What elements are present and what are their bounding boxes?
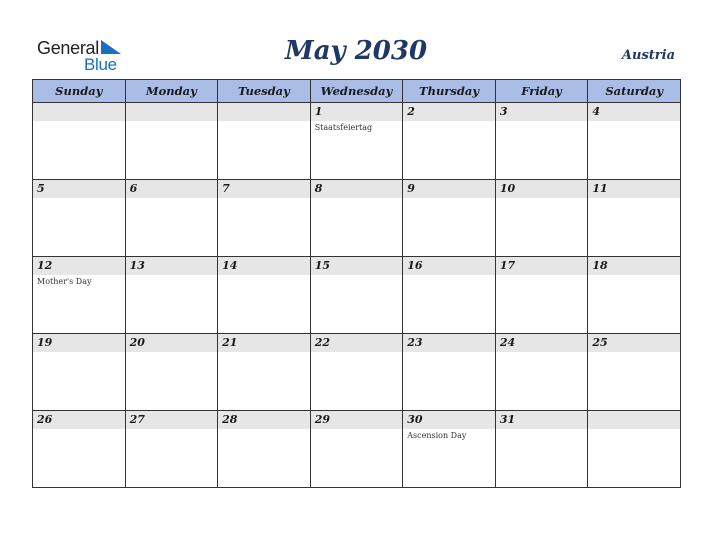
day-cell: [125, 180, 218, 257]
day-cell: [33, 257, 126, 334]
day-number-bar: [218, 103, 310, 121]
day-number: 16: [407, 259, 423, 272]
day-number: 28: [222, 413, 238, 426]
day-cell: [125, 103, 218, 180]
month-title: May 2030: [284, 36, 428, 66]
day-cell: [495, 103, 588, 180]
day-cell: [218, 257, 311, 334]
day-cell: [403, 257, 496, 334]
day-cell: [33, 180, 126, 257]
weekday-header: Sunday: [33, 80, 126, 103]
day-number-bar: [311, 180, 403, 198]
day-cell: [125, 334, 218, 411]
week-row: [33, 103, 681, 180]
day-number: 11: [592, 182, 608, 195]
holiday-label: Ascension Day: [407, 431, 467, 440]
day-number: 10: [499, 182, 516, 195]
day-cell: [588, 411, 681, 488]
day-number-bar: [126, 103, 218, 121]
weekday-header: Saturday: [588, 80, 681, 103]
day-number-bar: [126, 180, 218, 198]
day-number: 6: [129, 182, 138, 195]
holiday-label: Mother's Day: [37, 277, 92, 286]
day-cell: [218, 334, 311, 411]
day-number: 22: [314, 336, 330, 349]
day-number: 26: [37, 413, 53, 426]
day-number: 20: [129, 336, 145, 349]
day-number-bar: [33, 103, 125, 121]
day-number-bar: [588, 411, 680, 429]
week-row: [33, 257, 681, 334]
day-cell: [33, 103, 126, 180]
day-cell: [588, 257, 681, 334]
day-cell: [125, 257, 218, 334]
week-row: [33, 411, 681, 488]
day-number: 30: [407, 413, 423, 426]
day-cell: [403, 334, 496, 411]
day-cell: [403, 180, 496, 257]
day-number-bar: [311, 103, 403, 121]
day-cell: [310, 103, 403, 180]
day-number: 27: [129, 413, 145, 426]
day-cell: [218, 103, 311, 180]
weekday-header: Wednesday: [310, 80, 403, 103]
day-number: 4: [592, 105, 601, 118]
day-number: 14: [222, 259, 238, 272]
weekday-header: Monday: [125, 80, 218, 103]
day-cell: [403, 103, 496, 180]
day-number: 18: [592, 259, 608, 272]
weekday-header: Thursday: [403, 80, 496, 103]
day-number-bar: [33, 180, 125, 198]
weekday-header: Tuesday: [218, 80, 311, 103]
day-number-bar: [218, 180, 310, 198]
day-cell: [125, 411, 218, 488]
day-number: 8: [314, 182, 323, 195]
day-number: 19: [37, 336, 53, 349]
day-number: 23: [407, 336, 423, 349]
day-number: 17: [499, 259, 516, 272]
week-row: [33, 180, 681, 257]
calendar-grid: [32, 79, 681, 488]
day-cell: [588, 103, 681, 180]
country-label: Austria: [621, 48, 675, 63]
day-cell: [33, 411, 126, 488]
weekday-header-row: [33, 80, 681, 103]
day-cell: [218, 180, 311, 257]
day-number: 15: [314, 259, 330, 272]
day-number: 7: [222, 182, 230, 195]
holiday-label: Staatsfeiertag: [314, 123, 373, 132]
day-cell: [495, 411, 588, 488]
day-cell: [310, 257, 403, 334]
day-number: 12: [37, 259, 53, 272]
week-row: [33, 334, 681, 411]
day-cell: [495, 334, 588, 411]
day-number-bar: [496, 103, 588, 121]
day-number: 29: [314, 413, 330, 426]
day-cell: [310, 411, 403, 488]
day-number-bar: [403, 180, 495, 198]
day-number: 1: [314, 105, 323, 118]
day-number: 25: [592, 336, 608, 349]
logo-word-general: General: [37, 38, 99, 58]
day-cell: [495, 257, 588, 334]
day-number: 9: [407, 182, 415, 195]
day-number: 2: [407, 105, 415, 118]
weekday-header: Friday: [495, 80, 588, 103]
day-number: 3: [499, 105, 508, 118]
day-number-bar: [588, 103, 680, 121]
day-cell: [33, 334, 126, 411]
day-cell: [218, 411, 311, 488]
day-cell: [310, 180, 403, 257]
day-number: 24: [499, 336, 516, 349]
day-cell: [310, 334, 403, 411]
day-number: 21: [222, 336, 238, 349]
day-number: 5: [37, 182, 45, 195]
day-number: 31: [499, 413, 516, 426]
day-cell: [403, 411, 496, 488]
day-cell: [495, 180, 588, 257]
logo-word-blue: Blue: [84, 55, 117, 74]
day-cell: [588, 180, 681, 257]
day-number: 13: [129, 259, 145, 272]
day-cell: [588, 334, 681, 411]
day-number-bar: [403, 103, 495, 121]
